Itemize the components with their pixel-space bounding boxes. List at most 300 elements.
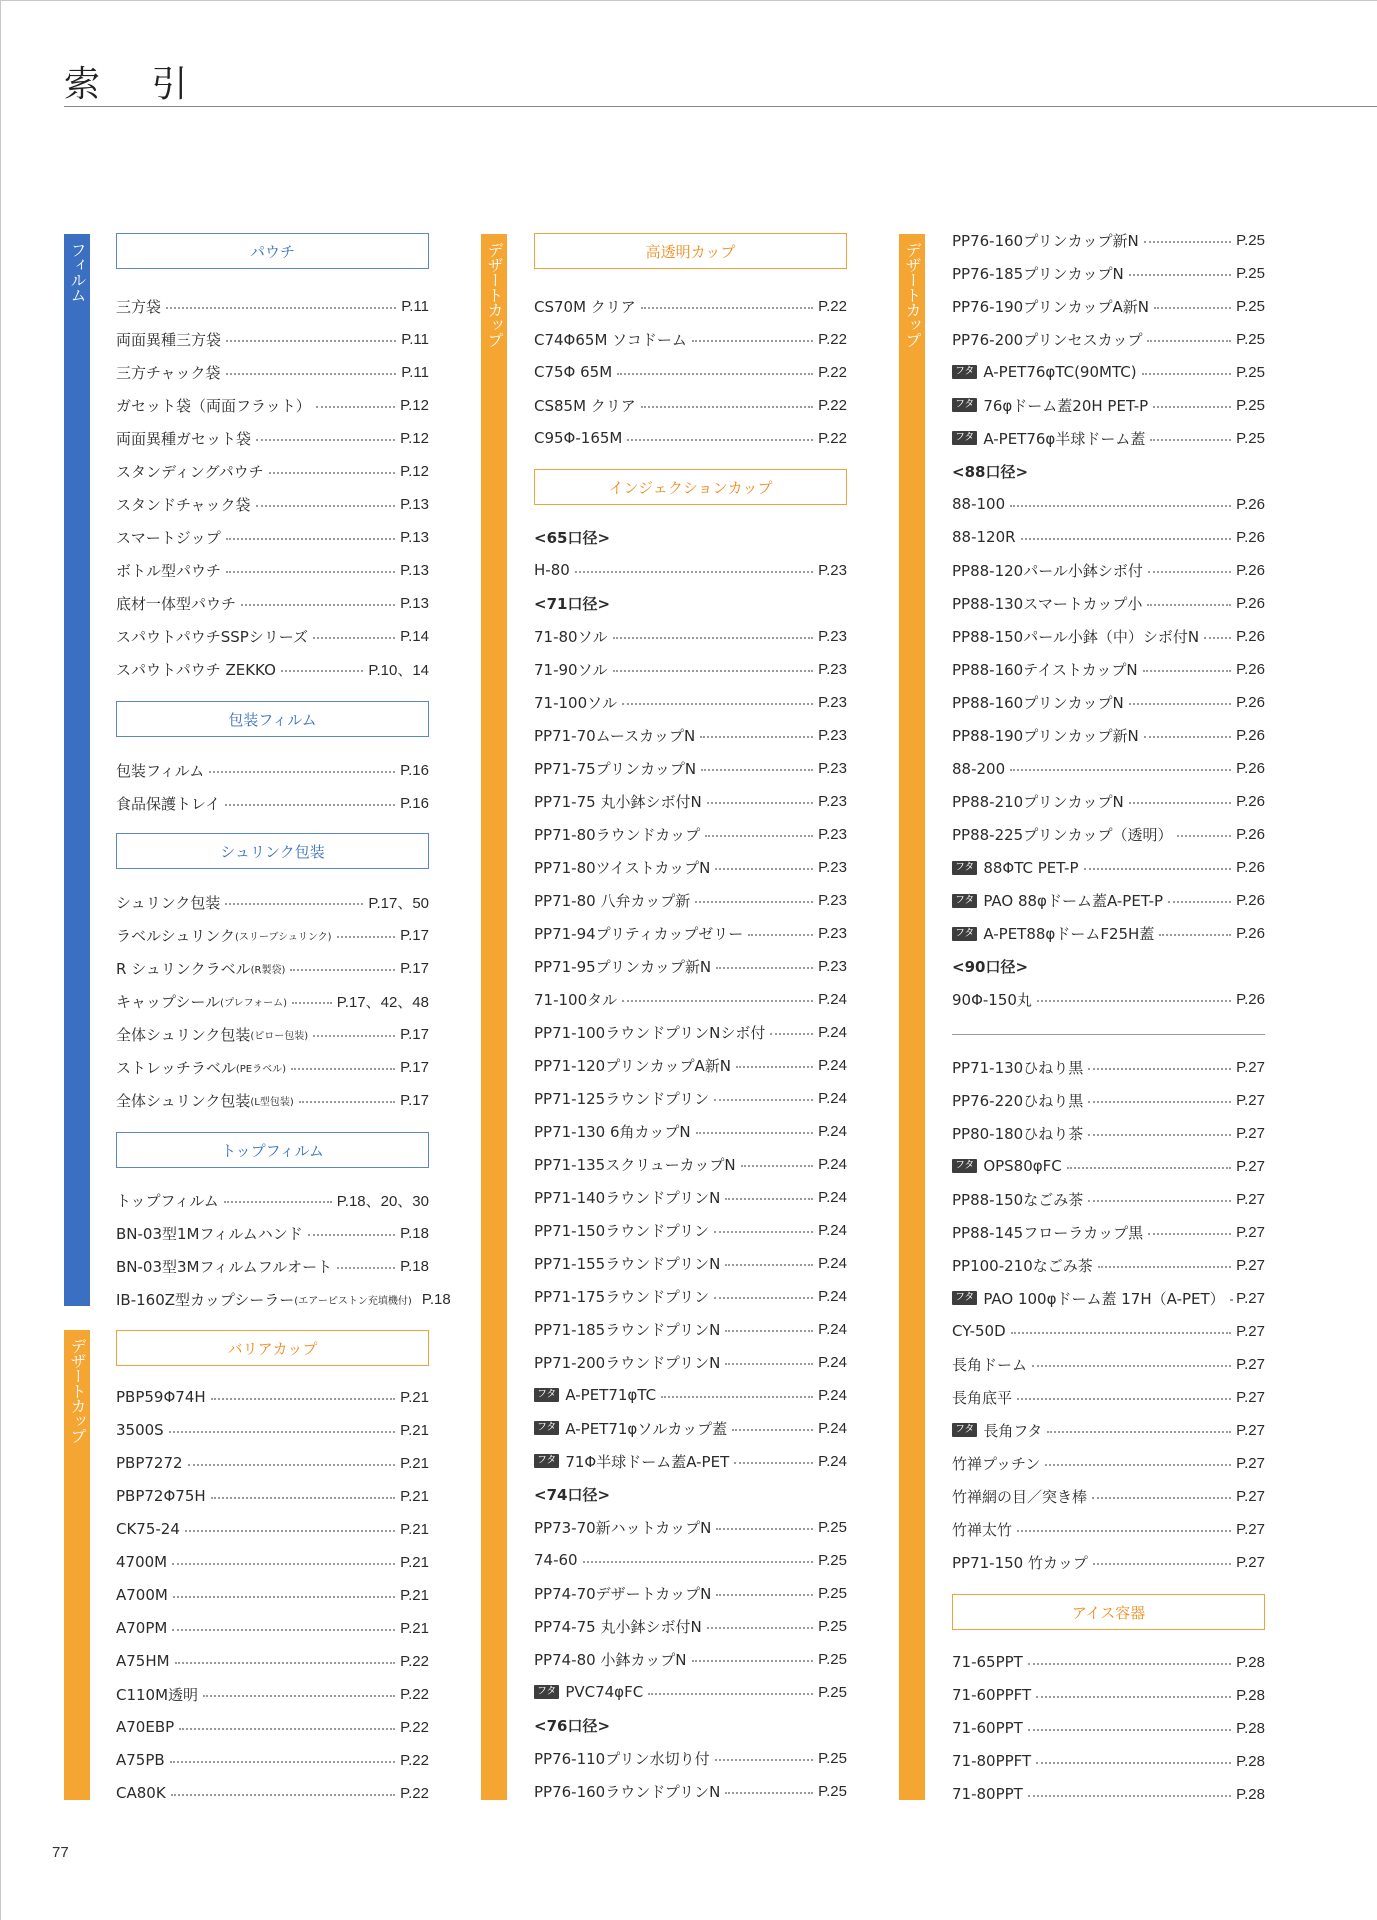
caliber-heading-label: <65口径>	[534, 528, 611, 547]
index-entry	[534, 987, 847, 1011]
entry-page: P.23	[818, 792, 847, 810]
index-entry	[534, 426, 847, 450]
entry-name: PP71-135スクリューカップN	[534, 1155, 736, 1174]
leader-dots	[1177, 835, 1231, 837]
entry-name: PP88-145フローラカップ黒	[952, 1223, 1144, 1242]
entry-name: PP71-70ムースカップN	[534, 726, 696, 745]
entry-page: P.21	[400, 1619, 429, 1637]
leader-dots	[185, 1530, 395, 1532]
leader-dots	[1148, 571, 1231, 573]
leader-dots	[337, 1267, 395, 1269]
entry-name: PP100-210なごみ茶	[952, 1256, 1093, 1275]
entry-page: P.27	[1236, 1388, 1265, 1406]
index-entry	[952, 294, 1265, 318]
leader-dots	[716, 1594, 813, 1596]
entry-name: PP88-210プリンカップN	[952, 793, 1124, 812]
entry-page: P.16	[400, 761, 429, 779]
entry-name: CY-50D	[952, 1322, 1006, 1340]
entry-page: P.22	[818, 297, 847, 315]
index-entry	[116, 294, 429, 318]
index-entry	[534, 822, 847, 846]
leader-dots	[707, 802, 813, 804]
leader-dots	[741, 1165, 814, 1167]
index-entry	[116, 393, 429, 417]
entry-page: P.23	[818, 924, 847, 942]
page-title: 索 引	[64, 64, 208, 105]
entry-page: P.11	[401, 330, 429, 348]
entry-name: スパウトパウチ ZEKKO	[116, 660, 276, 679]
lid-badge: フタ	[534, 1685, 559, 1699]
index-entry	[534, 1515, 847, 1539]
index-entry	[116, 657, 429, 681]
index-entry	[952, 1220, 1265, 1244]
entry-name: PAO 100φドーム蓋 17H（A-PET）	[983, 1289, 1225, 1308]
leader-dots	[169, 1431, 395, 1433]
leader-dots	[291, 1068, 395, 1070]
index-entry	[952, 327, 1265, 351]
entry-name: PP76-160プリンカップ新N	[952, 231, 1139, 250]
leader-dots	[226, 571, 395, 573]
entry-page: P.26	[1236, 760, 1265, 778]
entry-page: P.27	[1236, 1322, 1265, 1340]
index-entry	[116, 1188, 429, 1212]
leader-dots	[256, 505, 396, 507]
entry-name: 食品保護トレイ	[116, 794, 221, 813]
index-entry	[534, 954, 847, 978]
entry-name: C75Φ 65M	[534, 363, 613, 381]
index-entry	[116, 1088, 429, 1112]
entry-name: PP71-80ラウンドカップ	[534, 825, 701, 844]
leader-dots	[1067, 1167, 1231, 1169]
index-entry	[116, 525, 429, 549]
index-entry	[116, 459, 429, 483]
index-entry	[952, 1187, 1265, 1211]
entry-name: PP71-150ラウンドプリン	[534, 1221, 710, 1240]
index-entry	[534, 1779, 847, 1803]
index-entry	[116, 1616, 429, 1640]
entry-page: P.27	[1236, 1355, 1265, 1373]
entry-page: P.17	[400, 1025, 429, 1043]
lid-badge: フタ	[952, 1291, 977, 1305]
index-entry	[952, 1451, 1265, 1475]
index-entry	[116, 1484, 429, 1508]
entry-name: 71-80ソル	[534, 627, 608, 646]
entry-name: A-PET76φTC(90MTC)	[983, 363, 1137, 382]
entry-name: OPS80φFC	[983, 1157, 1062, 1175]
index-entry	[952, 988, 1265, 1012]
entry-page: P.25	[1236, 264, 1265, 282]
leader-dots	[256, 439, 395, 441]
entry-name: PP71-95プリンカップ新N	[534, 957, 712, 976]
leader-dots	[172, 1629, 395, 1631]
lid-badge: フタ	[952, 927, 977, 941]
caliber-heading	[952, 955, 1265, 979]
entry-page: P.23	[818, 891, 847, 909]
caliber-heading-label: <76口径>	[534, 1716, 611, 1735]
entry-page: P.25	[818, 1683, 847, 1701]
leader-dots	[1017, 1530, 1231, 1532]
category-bar-film	[64, 234, 90, 1306]
leader-dots	[337, 936, 396, 938]
entry-name: スマートジップ	[116, 528, 221, 547]
entry-page: P.27	[1236, 1520, 1265, 1538]
entry-page: P.27	[1236, 1454, 1265, 1472]
entry-page: P.26	[1236, 661, 1265, 679]
entry-page: P.24	[818, 1188, 847, 1206]
leader-dots	[226, 538, 395, 540]
entry-name: PP71-80ツイストカップN	[534, 858, 711, 877]
entry-page: P.25	[1236, 330, 1265, 348]
index-entry	[952, 790, 1265, 814]
index-entry	[534, 921, 847, 945]
entry-name: PP76-190プリンカップA新N	[952, 297, 1149, 316]
entry-name: PP71-120プリンカップA新N	[534, 1056, 731, 1075]
entry-name: PP73-70新ハットカップN	[534, 1518, 712, 1537]
entry-page: P.26	[1236, 727, 1265, 745]
leader-dots	[1153, 406, 1231, 408]
index-entry	[952, 1749, 1265, 1773]
leader-dots	[226, 340, 396, 342]
entry-name: 全体シュリンク包装	[116, 1091, 251, 1110]
entry-name: PP71-130 6角カップN	[534, 1122, 691, 1141]
entry-page: P.25	[1236, 396, 1265, 414]
entry-name: 3500S	[116, 1421, 164, 1439]
entry-page: P.12	[400, 396, 429, 414]
entry-page: P.22	[818, 396, 847, 414]
index-entry	[952, 1088, 1265, 1112]
section-header: アイス容器	[952, 1594, 1265, 1630]
index-entry	[952, 558, 1265, 582]
index-entry	[116, 1748, 429, 1772]
entry-page: P.23	[818, 726, 847, 744]
index-entry	[116, 956, 429, 980]
entry-name: PP88-160プリンカップN	[952, 694, 1124, 713]
entry-page: P.25	[818, 1518, 847, 1536]
index-entry	[952, 624, 1265, 648]
entry-name: 包装フィルム	[116, 761, 205, 780]
leader-dots	[1168, 901, 1231, 903]
entry-name: 両面異種ガセット袋	[116, 429, 252, 448]
entry-page: P.22	[818, 330, 847, 348]
leader-dots	[1047, 1431, 1231, 1433]
leader-dots	[1010, 505, 1231, 507]
index-entry	[116, 426, 429, 450]
index-entry	[534, 756, 847, 780]
caliber-heading-label: <88口径>	[952, 462, 1029, 481]
leader-dots	[1028, 1729, 1231, 1731]
entry-page: P.26	[1236, 826, 1265, 844]
index-entry	[534, 1317, 847, 1341]
entry-page: P.28	[1236, 1686, 1265, 1704]
entry-name: CS85M クリア	[534, 396, 636, 415]
entry-name: 竹禅プッチン	[952, 1454, 1041, 1473]
leader-dots	[1021, 538, 1232, 540]
index-entry	[952, 261, 1265, 285]
entry-page: P.23	[818, 858, 847, 876]
entry-name: 76φドーム蓋20H PET-P	[983, 396, 1149, 415]
entry-page: P.21	[400, 1487, 429, 1505]
entry-name: 4700M	[116, 1553, 168, 1571]
entry-page: P.22	[400, 1652, 429, 1670]
entry-name: キャップシール	[116, 992, 221, 1011]
entry-name: H-80	[534, 561, 570, 579]
entry-note: (エアーピストン充填機付)	[294, 1295, 412, 1307]
index-entry	[534, 1350, 847, 1374]
entry-page: P.25	[818, 1782, 847, 1800]
entry-name: BN-03型3Mフィルムフルオート	[116, 1257, 333, 1276]
index-entry	[534, 1449, 847, 1473]
index-entry	[952, 922, 1265, 946]
entry-page: P.16	[400, 794, 429, 812]
lid-badge: フタ	[534, 1454, 559, 1468]
leader-dots	[1129, 703, 1231, 705]
entry-name: 71-80PPFT	[952, 1752, 1032, 1770]
entry-name: PP76-185プリンカップN	[952, 264, 1124, 283]
entry-page: P.18	[421, 1290, 451, 1308]
entry-name: 71-60PPFT	[952, 1686, 1032, 1704]
leader-dots	[1144, 241, 1231, 243]
entry-name: A70PM	[116, 1619, 168, 1637]
index-entry	[116, 1254, 429, 1278]
entry-name: PP88-150なごみ茶	[952, 1190, 1084, 1209]
entry-page: P.26	[1236, 528, 1265, 546]
entry-name: CS70M クリア	[534, 297, 636, 316]
index-entry	[952, 658, 1265, 682]
caliber-heading-label: <71口径>	[534, 594, 611, 613]
index-entry	[952, 757, 1265, 781]
entry-page: P.24	[818, 1386, 847, 1404]
entry-name: 長角底平	[952, 1388, 1013, 1407]
leader-dots	[725, 1792, 813, 1794]
entry-page: P.23	[818, 561, 847, 579]
leader-dots	[627, 439, 813, 441]
entry-name: PP76-200プリンセスカップ	[952, 330, 1143, 349]
entry-page: P.26	[1236, 991, 1265, 1009]
entry-page: P.21	[400, 1553, 429, 1571]
leader-dots	[209, 771, 395, 773]
entry-name: 71-100タル	[534, 990, 618, 1009]
index-entry	[534, 1416, 847, 1440]
entry-page: P.23	[818, 660, 847, 678]
entry-page: P.13	[400, 594, 429, 612]
entry-page: P.28	[1236, 1752, 1265, 1770]
category-bar-dessert-cup-3	[899, 234, 925, 1800]
entry-page: P.13	[400, 495, 429, 513]
index-entry	[116, 1418, 429, 1442]
entry-name: シュリンク包装	[116, 893, 221, 912]
entry-page: P.27	[1236, 1091, 1265, 1109]
entry-name: PP88-150パール小鉢（中）シボ付N	[952, 627, 1200, 646]
leader-dots	[1045, 1464, 1231, 1466]
entry-name: 74-60	[534, 1551, 578, 1569]
lid-badge: フタ	[952, 1159, 977, 1173]
lid-badge: フタ	[952, 1423, 977, 1437]
leader-dots	[316, 406, 395, 408]
leader-dots	[211, 1497, 395, 1499]
entry-page: P.27	[1236, 1058, 1265, 1076]
leader-dots	[1230, 1299, 1231, 1301]
section-header: トップフィルム	[116, 1132, 429, 1168]
leader-dots	[715, 1759, 813, 1761]
entry-page: P.25	[1236, 429, 1265, 447]
leader-dots	[575, 571, 813, 573]
leader-dots	[172, 1563, 395, 1565]
index-entry	[952, 1055, 1265, 1079]
index-entry	[952, 1352, 1265, 1376]
leader-dots	[1092, 1497, 1231, 1499]
index-entry	[116, 1715, 429, 1739]
leader-dots	[692, 1660, 814, 1662]
section-header: 包装フィルム	[116, 701, 429, 737]
entry-page: P.22	[818, 363, 847, 381]
section-header: バリアカップ	[116, 1330, 429, 1366]
leader-dots	[1129, 274, 1231, 276]
lid-badge: フタ	[534, 1421, 559, 1435]
leader-dots	[292, 1002, 332, 1004]
index-entry	[534, 1284, 847, 1308]
leader-dots	[692, 340, 813, 342]
index-entry	[952, 393, 1265, 417]
entry-page: P.28	[1236, 1653, 1265, 1671]
leader-dots	[725, 1330, 813, 1332]
leader-dots	[661, 1396, 813, 1398]
entry-name: PP71-100ラウンドプリンNシボ付	[534, 1023, 766, 1042]
entry-name: スタンドチャック袋	[116, 495, 251, 514]
entry-name: PP76-110プリン水切り付	[534, 1749, 710, 1768]
leader-dots	[1154, 307, 1231, 309]
entry-page: P.24	[818, 1122, 847, 1140]
entry-page: P.27	[1236, 1157, 1265, 1175]
entry-name: A-PET71φソルカップ蓋	[565, 1419, 728, 1438]
caliber-heading	[534, 1713, 847, 1737]
entry-name: IB-160Z型カップシーラー	[116, 1290, 295, 1309]
leader-dots	[613, 670, 813, 672]
index-entry	[116, 492, 429, 516]
entry-page: P.24	[818, 1023, 847, 1041]
index-entry	[534, 657, 847, 681]
entry-page: P.21	[400, 1454, 429, 1472]
entry-name: R シュリンクラベル	[116, 959, 251, 978]
index-entry	[534, 558, 847, 582]
index-entry	[534, 1119, 847, 1143]
leader-dots	[748, 934, 813, 936]
caliber-heading-label: <74口径>	[534, 1485, 611, 1504]
index-entry	[534, 360, 847, 384]
lid-badge: フタ	[952, 894, 977, 908]
leader-dots	[732, 1429, 813, 1431]
entry-page: P.21	[400, 1586, 429, 1604]
entry-page: P.27	[1236, 1553, 1265, 1571]
entry-name: 88-100	[952, 495, 1006, 514]
section-divider	[952, 1034, 1265, 1035]
entry-name: PP74-75 丸小鉢シボ付N	[534, 1617, 702, 1636]
leader-dots	[1088, 1068, 1231, 1070]
entry-name: 竹禅太竹	[952, 1520, 1013, 1539]
entry-name: C74Φ65M ソコドーム	[534, 330, 687, 349]
entry-page: P.23	[818, 957, 847, 975]
entry-page: P.22	[400, 1784, 429, 1802]
entry-page: P.24	[818, 1287, 847, 1305]
entry-name: 71-65PPT	[952, 1653, 1023, 1671]
index-entry	[534, 1152, 847, 1176]
entry-name: PP88-190プリンカップ新N	[952, 727, 1139, 746]
leader-dots	[725, 1198, 813, 1200]
entry-page: P.27	[1236, 1190, 1265, 1208]
entry-name: A75HM	[116, 1652, 170, 1670]
index-entry	[952, 1484, 1265, 1508]
entry-name: PP71-75 丸小鉢シボ付N	[534, 792, 702, 811]
index-entry	[952, 492, 1265, 516]
index-entry	[952, 691, 1265, 715]
entry-page: P.28	[1236, 1719, 1265, 1737]
entry-name: PP71-140ラウンドプリンN	[534, 1188, 721, 1207]
index-entry	[952, 1121, 1265, 1145]
index-entry	[116, 758, 429, 782]
entry-page: P.17	[400, 1058, 429, 1076]
entry-page: P.11	[401, 297, 429, 315]
index-entry	[116, 1781, 429, 1805]
index-entry	[952, 1683, 1265, 1707]
entry-name: 88-200	[952, 759, 1006, 778]
entry-name: PP71-155ラウンドプリンN	[534, 1254, 721, 1273]
caliber-heading	[534, 525, 847, 549]
entry-name: PP71-125ラウンドプリン	[534, 1089, 710, 1108]
entry-page: P.25	[818, 1749, 847, 1767]
entry-page: P.14	[400, 627, 429, 645]
leader-dots	[269, 472, 395, 474]
entry-note: (R製袋)	[250, 964, 286, 976]
entry-note: (プレフォーム)	[220, 997, 288, 1009]
entry-name: PP71-150 竹カップ	[952, 1553, 1088, 1572]
entry-page: P.23	[818, 825, 847, 843]
leader-dots	[1037, 1000, 1231, 1002]
leader-dots	[179, 1728, 395, 1730]
section-header: シュリンク包装	[116, 833, 429, 869]
entry-note: (スリーブシュリンク)	[235, 931, 332, 943]
entry-page: P.27	[1236, 1256, 1265, 1274]
leader-dots	[1129, 802, 1231, 804]
entry-page: P.26	[1236, 925, 1265, 943]
leader-dots	[1142, 373, 1231, 375]
entry-page: P.22	[818, 429, 847, 447]
entry-name: 長角ドーム	[952, 1355, 1028, 1374]
index-entry	[952, 856, 1265, 880]
entry-page: P.12	[400, 429, 429, 447]
index-entry	[116, 1451, 429, 1475]
entry-name: PP74-80 小鉢カップN	[534, 1650, 687, 1669]
index-entry	[534, 723, 847, 747]
index-entry	[116, 360, 429, 384]
index-entry	[116, 558, 429, 582]
entry-page: P.13	[400, 561, 429, 579]
index-entry	[534, 1680, 847, 1704]
leader-dots	[1143, 670, 1231, 672]
index-entry	[116, 1517, 429, 1541]
entry-page: P.17、42、48	[336, 993, 429, 1011]
entry-page: P.22	[400, 1751, 429, 1769]
leader-dots	[1011, 1332, 1231, 1334]
index-entry	[534, 624, 847, 648]
leader-dots	[734, 1462, 813, 1464]
entry-page: P.24	[818, 1353, 847, 1371]
entry-name: A75PB	[116, 1751, 165, 1769]
index-entry	[952, 228, 1265, 252]
index-entry	[116, 1682, 429, 1706]
entry-page: P.18	[400, 1257, 429, 1275]
entry-page: P.24	[818, 1056, 847, 1074]
entry-page: P.21	[400, 1421, 429, 1439]
category-label-film: フィルム	[68, 242, 87, 302]
